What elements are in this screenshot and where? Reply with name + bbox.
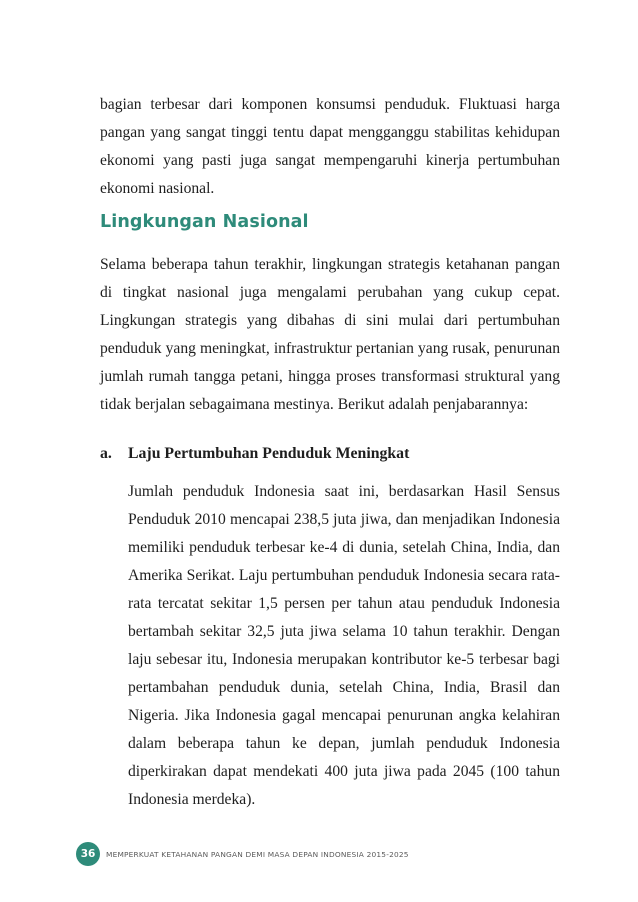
page-footer (76, 842, 409, 866)
running-title: MEMPERKUAT KETAHANAN PANGAN DEMI MASA DEPAN INDONESIA 2015-2025 (106, 849, 409, 859)
subsection-marker: a. (100, 445, 112, 462)
subsection-title: Laju Pertumbuhan Penduduk Meningkat (128, 445, 410, 462)
section-heading: Lingkungan Nasional (100, 212, 309, 232)
population-paragraph: Jumlah penduduk Indonesia saat ini, berdasarkan Hasil Sensus Penduduk 2010 mencapai 238,5 juta jiwa, dan menjadikan Indonesia memiliki penduduk terbesar ke-4 di dunia, setelah China, India, dan Amerika Serikat. Laju pertumbuhan penduduk Indonesia secara rata-rata tercatat sekitar 1,5 persen per tahun atau penduduk Indonesia bertambah sekitar 32,5 juta jiwa selama 10 tahun terakhir. Dengan laju sebesar itu, Indonesia merupakan kontributor ke-5 terbesar bagi pertambahan penduduk dunia, setelah China, India, Brasil dan Nigeria. Jika Indonesia gagal mencapai penurunan angka kelahiran dalam beberapa tahun ke depan, jumlah penduduk Indonesia diperkirakan dapat mendekati 400 juta jiwa pada 2045 (100 tahun Indonesia merdeka). (128, 483, 560, 808)
page-number-badge: 36 (76, 842, 100, 866)
national-paragraph: Selama beberapa tahun terakhir, lingkungan strategis ketahanan pangan di tingkat nasional juga mengalami perubahan yang cukup cepat. Lingkungan strategis yang dibahas di sini mulai dari pertumbuhan penduduk yang meningkat, infrastruktur pertanian yang rusak, penurunan jumlah rumah tangga petani, hingga proses transformasi struktural yang tidak berjalan sebagaimana mestinya. Berikut adalah penjabarannya: (100, 256, 560, 413)
subsection-heading (100, 440, 409, 468)
intro-paragraph: bagian terbesar dari komponen konsumsi penduduk. Fluktuasi harga pangan yang sangat tinggi tentu dapat mengganggu stabilitas kehidupan ekonomi yang pasti juga sangat mempengaruhi kinerja pertumbuhan ekonomi nasional. (100, 96, 560, 197)
